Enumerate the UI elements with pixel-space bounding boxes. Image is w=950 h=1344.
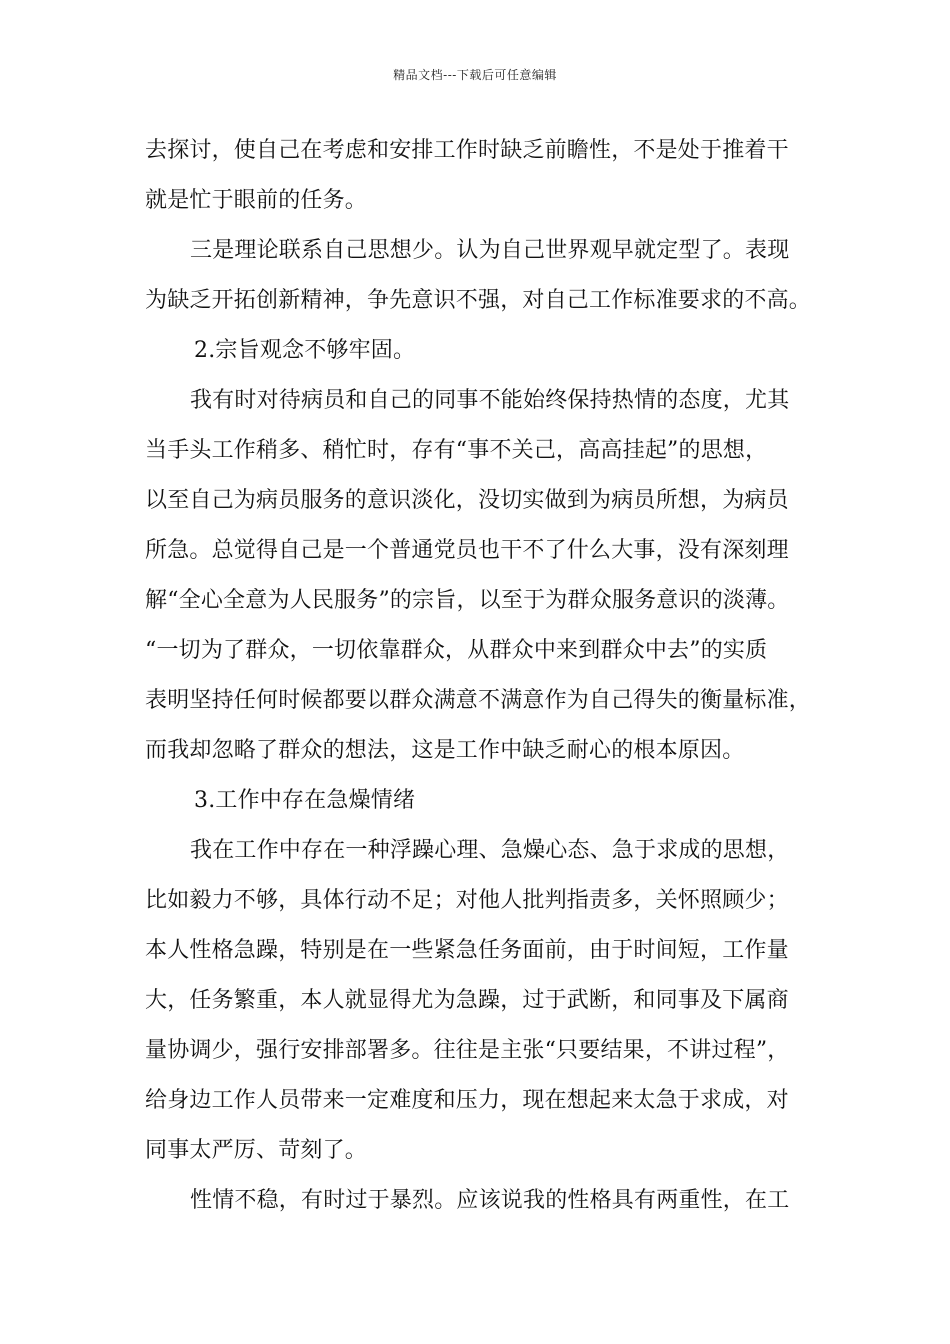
text-line: 以至自己为病员服务的意识淡化，没切实做到为病员所想，为病员 <box>145 488 789 513</box>
text-line: 本人性格急躁，特别是在一些紧急任务面前，由于时间短，工作量 <box>145 938 789 963</box>
text-line: 大，任务繁重，本人就显得尤为急躁，过于武断，和同事及下属商 <box>145 988 789 1013</box>
text-line: 为缺乏开拓创新精神，争先意识不强，对自己工作标准要求的不高。 <box>145 288 812 313</box>
paragraph-start: 三是理论联系自己思想少。认为自己世界观早就定型了。表现 <box>190 238 790 263</box>
text-line: 去探讨，使自己在考虑和安排工作时缺乏前瞻性，不是处于推着干 <box>145 138 789 163</box>
text-line: “一切为了群众，一切依靠群众，从群众中来到群众中去”的实质 <box>145 638 768 663</box>
paragraph-start: 性情不稳，有时过于暴烈。应该说我的性格具有两重性，在工 <box>190 1188 790 1213</box>
text-line: 当手头工作稍多、稍忙时，存有“事不关己，高高挂起”的思想， <box>145 438 768 463</box>
text-line: 所急。总觉得自己是一个普通党员也干不了什么大事，没有深刻理 <box>145 538 789 563</box>
section-heading: 3.工作中存在急燥情绪 <box>194 788 416 813</box>
paragraph-start: 我有时对待病员和自己的同事不能始终保持热情的态度，尤其 <box>190 388 790 413</box>
text-line: 同事太严厉、苛刻了。 <box>145 1138 368 1163</box>
text-line: 比如毅力不够，具体行动不足；对他人批判指责多，关怀照顾少； <box>145 888 789 913</box>
text-line: 就是忙于眼前的任务。 <box>145 188 368 213</box>
text-line: 量协调少，强行安排部署多。往往是主张“只要结果，不讲过程”， <box>145 1038 790 1063</box>
text-line: 给身边工作人员带来一定难度和压力，现在想起来太急于求成，对 <box>145 1088 789 1113</box>
paragraph-start: 我在工作中存在一种浮躁心理、急燥心态、急于求成的思想， <box>190 838 790 863</box>
text-line: 解“全心全意为人民服务”的宗旨，以至于为群众服务意识的淡薄。 <box>145 588 790 613</box>
text-line: 而我却忽略了群众的想法，这是工作中缺乏耐心的根本原因。 <box>145 738 745 763</box>
text-line: 表明坚持任何时候都要以群众满意不满意作为自己得失的衡量标准， <box>145 688 812 713</box>
page-header: 精品文档---下载后可任意编辑 <box>393 68 557 82</box>
section-heading: 2.宗旨观念不够牢固。 <box>194 338 416 363</box>
